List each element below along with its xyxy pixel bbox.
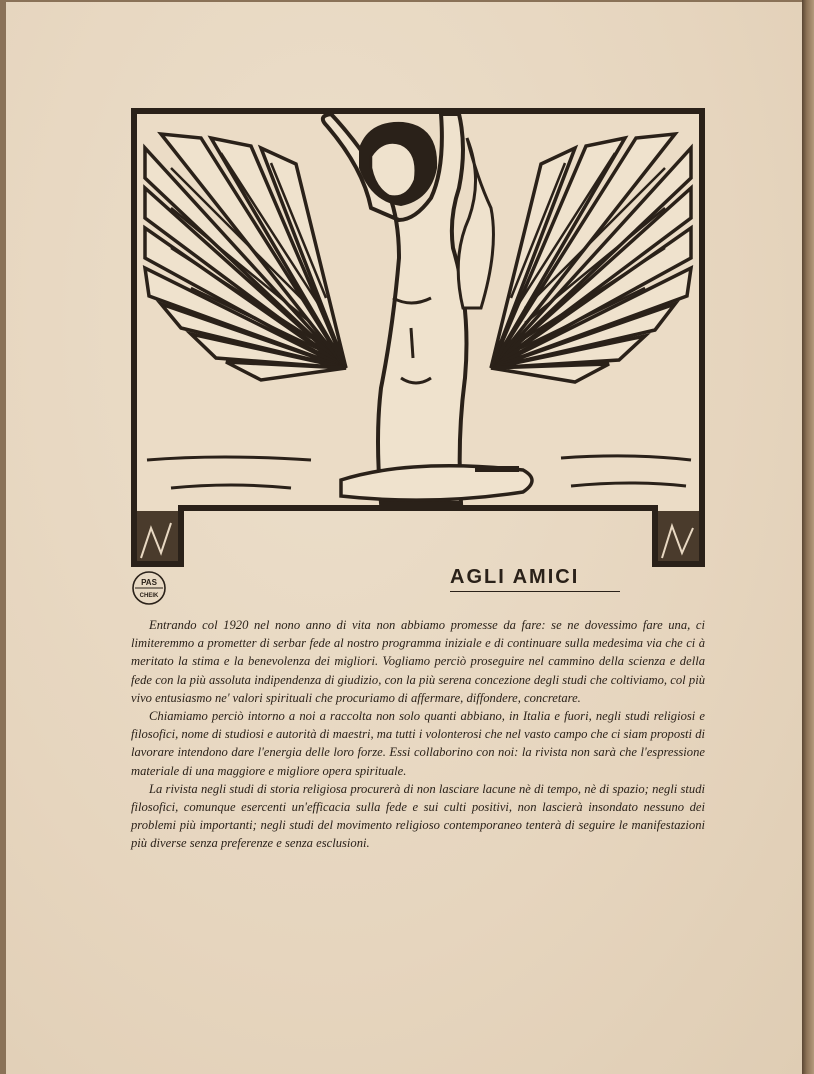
paragraph-3: La rivista negli studi di storia religiosa procurerà di non lasciare lacune nè di tempo, nè di spazio; negli studi filosofici, comunque esercenti un'efficacia sulla fede e sui culti positivi, non lascierà insondato nessuno dei problemi più importanti; negli studi del movimento religioso contemporaneo tenterà di seguire le manifestazioni più diverse senza preferenze e senza esclusioni. [131, 781, 705, 851]
paragraph-2: Chiamiamo perciò intorno a noi a raccolta non solo quanti abbiano, in Italia e fuori, negli studi religiosi e filosofici, nome di studiosi e autorità di maestri, ma tutti i volonterosi che nel vasto campo che ci siam proposti di lavorare intendono dare l'energia delle loro forze. Essi collaborino con noi: la rivista non sarà che l'espressione materiale di una maggiore e migliore opera spirituale. [131, 709, 705, 778]
page-edge [802, 0, 814, 1074]
monogram-line-2: CHEIK [139, 593, 159, 599]
article-title: AGLI AMICI [450, 566, 620, 592]
woodcut-illustration [131, 108, 705, 568]
monogram-line-1: PAS [141, 578, 157, 587]
article-body [131, 616, 705, 853]
publisher-monogram [131, 570, 167, 606]
paragraph-1: Entrando col 1920 nel nono anno di vita non abbiamo promesse da fare: se ne dovessimo fare una, ci limiteremmo a prometter di serbar fede al nostro programma iniziale e di continuare sulla medesima via che ci à meritato la stima e la benevolenza dei migliori. Vogliamo perciò proseguire nel cammino della scienza e della fede con la più assoluta indipendenza di giudizio, con la più serena concezione degli studi che coltiviamo, col più vivo entusiasmo ne' valori spirituali che procuriamo di affermare, diffondere, concretare. [131, 618, 705, 705]
